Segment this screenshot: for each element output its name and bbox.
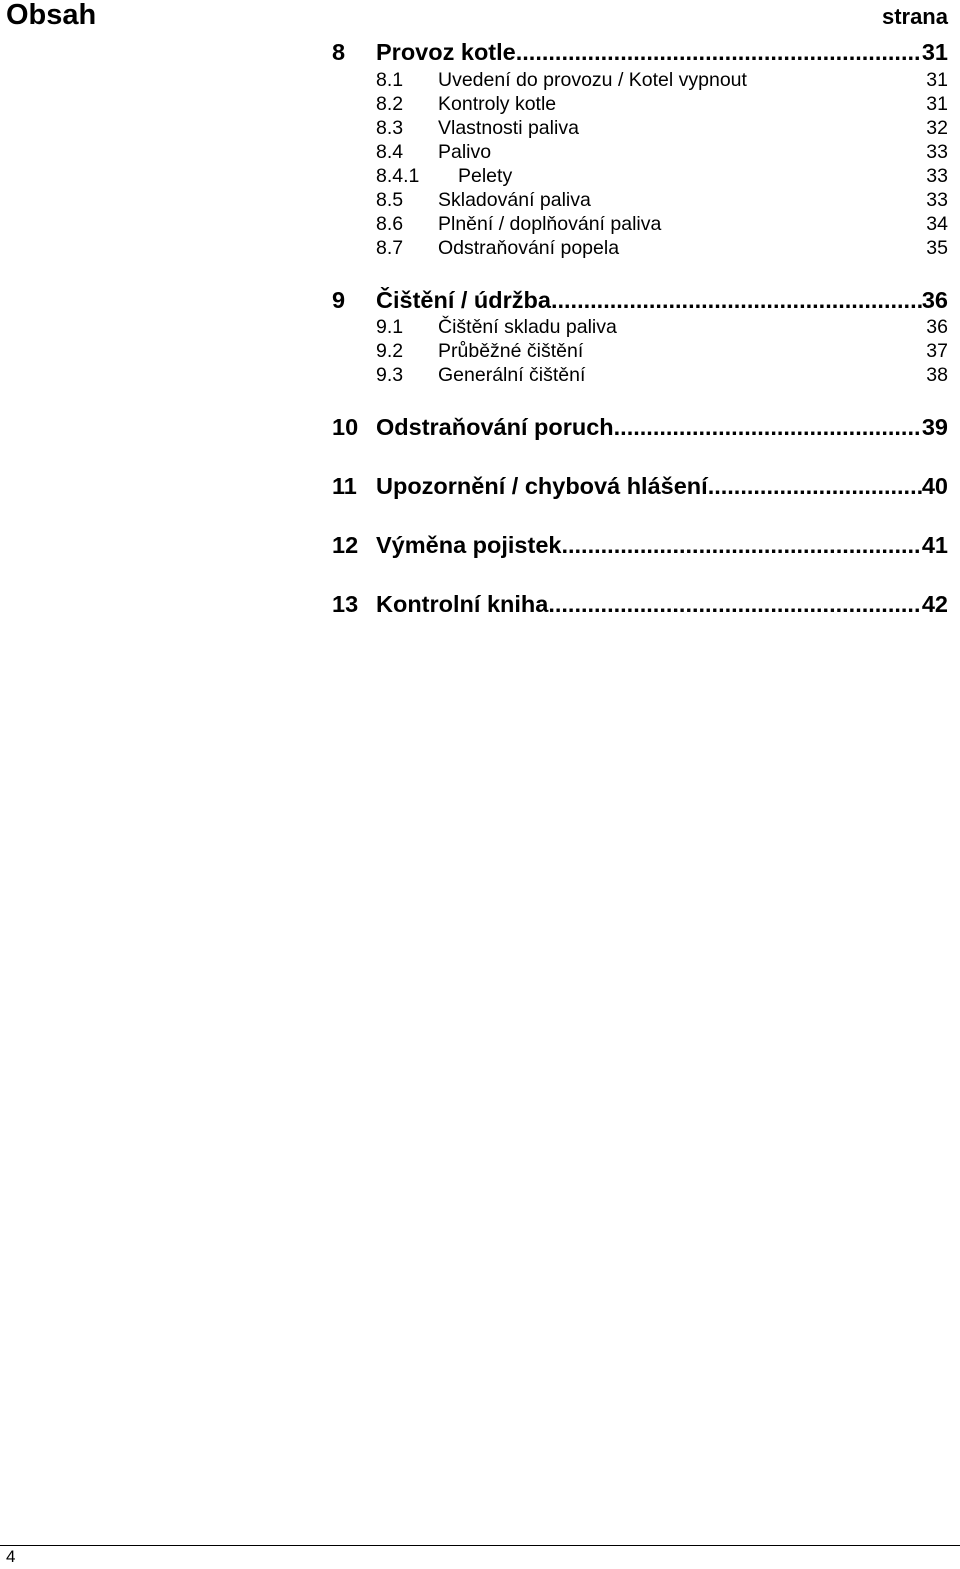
toc-section-page: 40 — [921, 473, 948, 499]
toc-item-title: Průběžné čištění — [438, 340, 584, 362]
toc-item-page: 37 — [926, 340, 948, 362]
toc-item-number: 8.1 — [376, 69, 404, 91]
toc-item-title: Uvedení do provozu / Kotel vypnout — [438, 69, 747, 91]
dot-leader — [548, 590, 922, 618]
toc-item-page: 33 — [926, 141, 948, 163]
dot-leader — [561, 531, 921, 559]
dot-leader — [516, 38, 922, 66]
toc-item-title: Plnění / doplňování paliva — [438, 213, 662, 235]
toc-item-number: 8.4.1 — [376, 165, 420, 187]
toc-item-title: Pelety — [458, 165, 513, 187]
toc-item-title: Kontroly kotle — [438, 93, 557, 115]
toc-item-number: 8.2 — [376, 93, 404, 115]
footer-divider — [0, 1545, 960, 1546]
toc-section-number: 10 — [332, 414, 359, 440]
toc-item-page: 33 — [926, 189, 948, 211]
toc-item-page: 34 — [926, 213, 948, 235]
toc-item-page: 35 — [926, 237, 948, 259]
toc-item-title: Odstraňování popela — [438, 237, 620, 259]
toc-item-page: 31 — [926, 93, 948, 115]
toc-item-page: 36 — [926, 316, 948, 338]
toc-section-page: 31 — [921, 39, 948, 65]
toc-item-number: 8.5 — [376, 189, 404, 211]
toc-section-number: 11 — [332, 473, 357, 499]
toc-section-title: Výměna pojistek — [376, 532, 562, 558]
toc-section-number: 9 — [332, 287, 346, 313]
toc-item-page: 38 — [926, 364, 948, 386]
toc-section-title: Provoz kotle — [376, 39, 516, 65]
toc-item-number: 8.6 — [376, 213, 404, 235]
toc-item-page: 33 — [926, 165, 948, 187]
toc-section-page: 39 — [921, 414, 948, 440]
toc-item-title: Generální čištění — [438, 364, 586, 386]
toc-section-number: 12 — [332, 532, 359, 558]
toc-section-title: Upozornění / chybová hlášení — [376, 473, 708, 499]
page-title: Obsah — [6, 0, 97, 31]
dot-leader — [708, 472, 922, 500]
toc-item-page: 31 — [926, 69, 948, 91]
toc-section-title: Odstraňování poruch — [376, 414, 614, 440]
toc-item-title: Vlastnosti paliva — [438, 117, 579, 139]
toc-item-number: 9.3 — [376, 364, 404, 386]
toc-section-number: 8 — [332, 39, 346, 65]
toc-item-page: 32 — [926, 117, 948, 139]
toc-item-number: 8.3 — [376, 117, 404, 139]
toc-item-title: Čištění skladu paliva — [438, 316, 617, 338]
toc-section-number: 13 — [332, 591, 359, 617]
toc-section-page: 41 — [921, 532, 948, 558]
toc-section-title: Čištění / údržba — [376, 287, 551, 313]
toc-item-number: 8.4 — [376, 141, 404, 163]
toc-section-title: Kontrolní kniha — [376, 591, 549, 617]
toc-section-page: 36 — [921, 287, 948, 313]
toc-item-number: 9.2 — [376, 340, 404, 362]
toc-section-page: 42 — [921, 591, 948, 617]
page-number: 4 — [6, 1547, 16, 1566]
page-column-label: strana — [881, 4, 948, 29]
dot-leader — [614, 413, 922, 441]
toc-item-number: 9.1 — [376, 316, 404, 338]
toc-item-number: 8.7 — [376, 237, 404, 259]
toc-item-title: Palivo — [438, 141, 492, 163]
toc-item-title: Skladování paliva — [438, 189, 591, 211]
dot-leader — [551, 286, 922, 314]
